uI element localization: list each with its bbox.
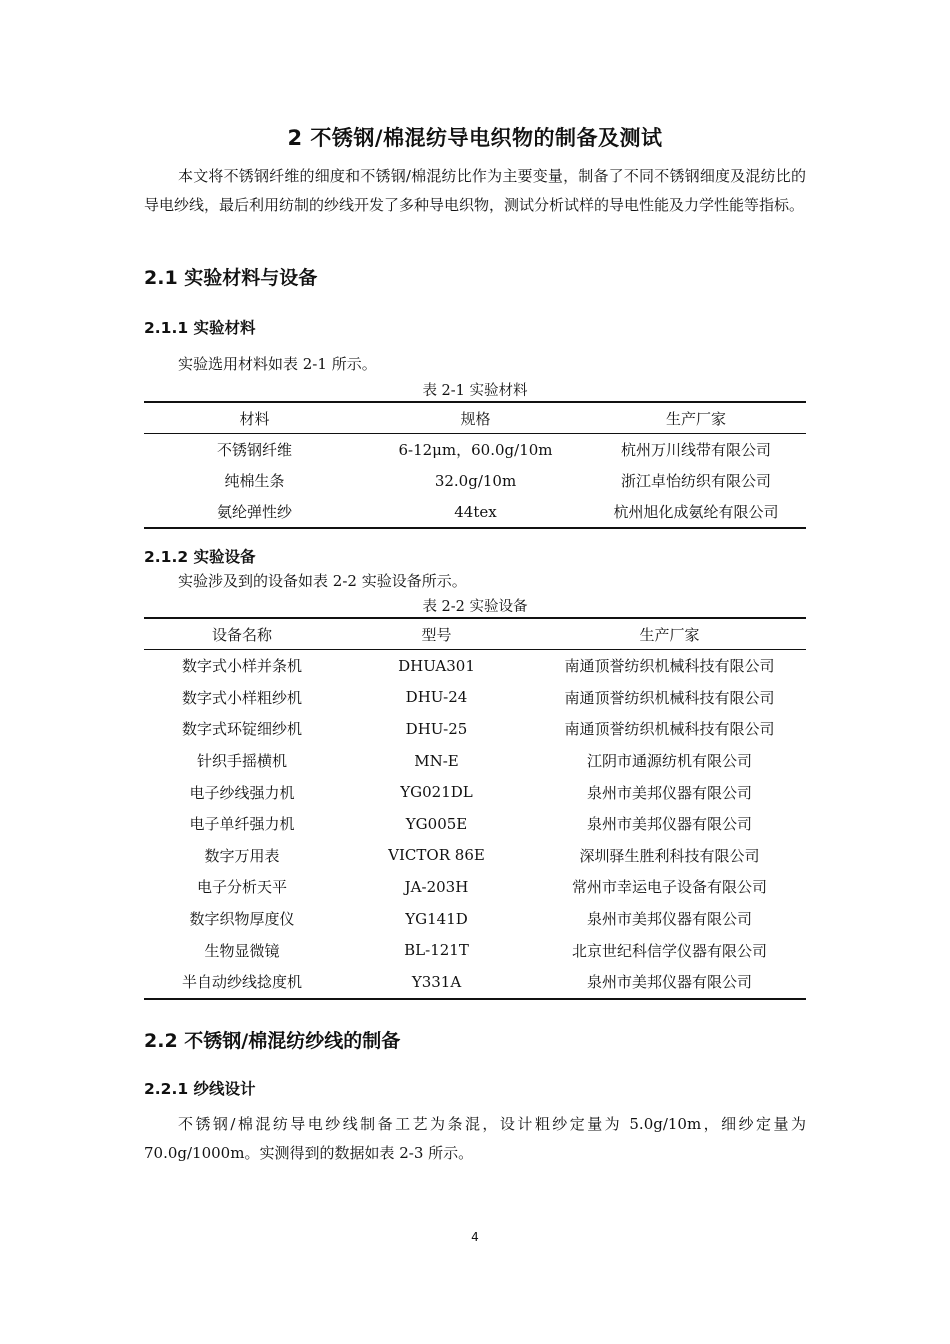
table-cell: 南通顶誉纺织机械科技有限公司 [564,688,775,707]
yarn-design-paragraph: 不锈钢/棉混纺导电纱线制备工艺为条混，设计粗纱定量为 5.0g/10m，细纱定量为70.0g/1000m。实测得到的数据如表 2-3 所示。 [144,1115,806,1162]
section-heading-2-2: 2.2 不锈钢/棉混纺纱线的制备 [144,1030,401,1052]
table-cell: 纯棉生条 [224,472,285,490]
column-header: 规格 [365,402,586,434]
table-cell: YG005E [405,814,468,833]
table-row [144,713,806,745]
column-header: 材料 [144,402,365,434]
equipment-intro-text: 实验涉及到的设备如表 2-2 实验设备所示。 [178,572,467,590]
table-cell: BL-121T [404,941,469,960]
table-cell: JA-203H [404,877,469,896]
table-cell: 氨纶弹性纱 [144,496,365,528]
table-row [144,496,806,528]
chapter-title: 2 不锈钢/棉混纺导电织物的制备及测试 [287,126,663,150]
subsection-heading-2-1-2: 2.1.2 实验设备 [144,548,256,566]
table-cell: 电子分析天平 [196,878,287,897]
table-cell: 44tex [365,496,586,528]
table-row [144,682,806,714]
table-cell: 深圳驿生胜利科技有限公司 [579,846,760,865]
table-cell: 常州市幸运电子设备有限公司 [571,878,767,897]
table-row [144,966,806,999]
table-row [144,650,806,682]
table-cell: 杭州旭化成氨纶有限公司 [586,496,806,528]
table-cell: Y331A [340,966,533,999]
table-cell: DHUA301 [398,656,475,675]
table-cell: 6-12μm，60.0g/10m [398,441,553,459]
table-cell: VICTOR 86E [388,846,485,865]
table-cell: DHU-25 [405,719,468,738]
table-cell: 半自动纱线捻度机 [144,966,340,999]
table-cell: 杭州万川线带有限公司 [620,441,771,459]
table-cell: 江阴市通源纺机有限公司 [586,752,752,771]
table-row [144,871,806,903]
table-cell: YG021DL [400,783,473,802]
table-row [144,465,806,496]
table-cell: YG141D [405,909,468,928]
materials-intro-text: 实验选用材料如表 2-1 所示。 [178,355,377,373]
subsection-heading-2-1-1: 2.1.1 实验材料 [144,319,256,337]
table-cell: 数字式小样并条机 [181,657,302,676]
table-cell: 32.0g/10m [434,471,517,490]
table-cell: DHU-24 [405,688,468,707]
table-row [144,808,806,840]
column-header: 设备名称 [144,618,340,650]
materials-table [144,401,806,529]
table-cell: 数字式小样粗纱机 [181,688,302,707]
column-header: 型号 [340,618,533,650]
table-header-row [144,618,806,650]
table-cell: 数字式环锭细纱机 [181,720,302,739]
table-cell: 南通顶誉纺织机械科技有限公司 [564,720,775,739]
page-number: 4 [471,1230,479,1244]
table-caption-2-2: 表 2-2 实验设备 [422,599,528,615]
table-cell: 浙江卓怡纺织有限公司 [620,472,771,490]
table-row [144,903,806,935]
table-header-row [144,402,806,434]
table-caption-2-1: 表 2-1 实验材料 [422,383,528,399]
subsection-heading-2-2-1: 2.2.1 纱线设计 [144,1080,256,1098]
table-cell: 泉州市美邦仪器有限公司 [533,966,806,999]
table-row [144,776,806,808]
table-row [144,840,806,872]
table-row [144,745,806,777]
table-row [144,434,806,466]
table-cell: 泉州市美邦仪器有限公司 [586,910,752,929]
equipment-table [144,617,806,1000]
table-row [144,934,806,966]
table-cell: 电子纱线强力机 [189,783,295,802]
table-cell: 电子单纤强力机 [189,815,295,834]
intro-paragraph: 本文将不锈钢纤维的细度和不锈钢/棉混纺比作为主要变量，制备了不同不锈钢细度及混纺比的导电纱线，最后利用纺制的纱线开发了多种导电织物，测试分析试样的导电性能及力学性能等指标。 [144,167,806,214]
table-cell: MN-E [414,751,459,770]
table-cell: 数字万用表 [204,846,280,865]
table-cell: 不锈钢纤维 [216,441,292,459]
column-header: 生产厂家 [586,402,806,434]
table-cell: 生物显微镜 [204,941,280,960]
table-cell: 数字织物厚度仪 [189,910,295,929]
table-cell: 针织手摇横机 [196,752,287,771]
table-cell: 北京世纪科信学仪器有限公司 [571,941,767,960]
table-cell: 泉州市美邦仪器有限公司 [586,783,752,802]
table-cell: 南通顶誉纺织机械科技有限公司 [564,657,775,676]
section-heading-2-1: 2.1 实验材料与设备 [144,267,318,289]
table-cell: 泉州市美邦仪器有限公司 [586,815,752,834]
column-header: 生产厂家 [533,618,806,650]
